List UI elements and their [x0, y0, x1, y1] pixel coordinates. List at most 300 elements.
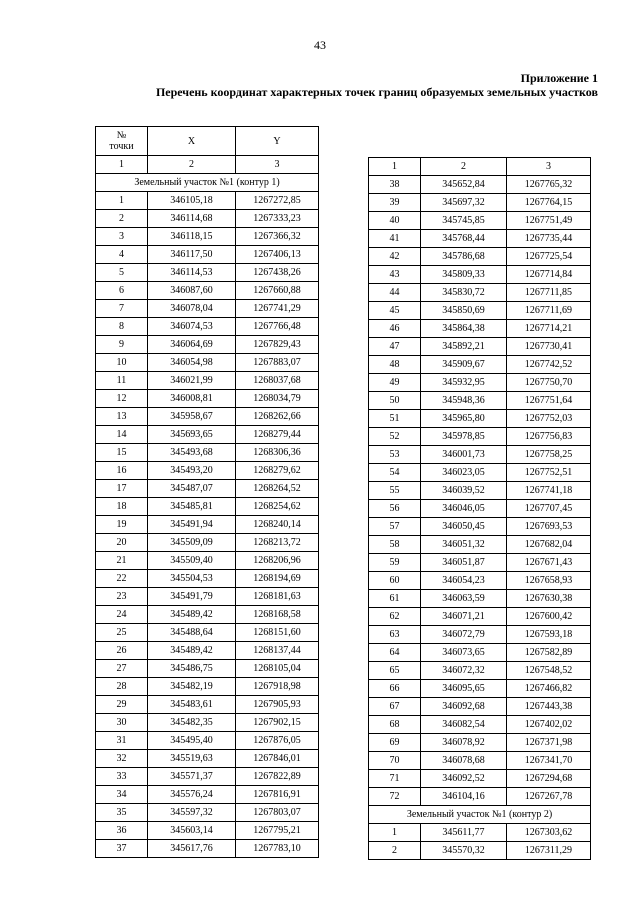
point-number-cell: 67 — [369, 698, 421, 716]
point-number-cell: 44 — [369, 284, 421, 302]
y-coordinate-cell: 1267406,13 — [236, 246, 319, 264]
table-row — [369, 356, 591, 374]
x-coordinate-cell: 345519,63 — [148, 750, 236, 768]
point-number-cell: 10 — [96, 354, 148, 372]
point-number-cell: 1 — [96, 192, 148, 210]
x-coordinate-cell: 346072,79 — [421, 626, 507, 644]
y-coordinate-cell: 1267816,91 — [236, 786, 319, 804]
section-label: Земельный участок №1 (контур 2) — [369, 806, 591, 824]
table-row — [369, 554, 591, 572]
y-coordinate-cell: 1267707,45 — [507, 500, 591, 518]
point-number-cell: 38 — [369, 176, 421, 194]
x-coordinate-cell: 346074,53 — [148, 318, 236, 336]
section-row-contour-2 — [369, 806, 591, 824]
header-point-number: № точки — [96, 127, 148, 156]
y-coordinate-cell: 1267582,89 — [507, 644, 591, 662]
y-coordinate-cell: 1268240,14 — [236, 516, 319, 534]
table-row — [369, 320, 591, 338]
x-coordinate-cell: 346051,87 — [421, 554, 507, 572]
y-coordinate-cell: 1268105,04 — [236, 660, 319, 678]
x-coordinate-cell: 345482,35 — [148, 714, 236, 732]
point-number-cell: 2 — [96, 210, 148, 228]
table-row — [96, 840, 319, 858]
table-row — [369, 500, 591, 518]
point-number-cell: 72 — [369, 788, 421, 806]
x-coordinate-cell: 345576,24 — [148, 786, 236, 804]
table-row — [96, 210, 319, 228]
y-coordinate-cell: 1268181,63 — [236, 588, 319, 606]
table-row — [369, 338, 591, 356]
point-number-cell: 9 — [96, 336, 148, 354]
table-row — [369, 608, 591, 626]
y-coordinate-cell: 1267693,53 — [507, 518, 591, 536]
y-coordinate-cell: 1267751,49 — [507, 212, 591, 230]
column-number: 2 — [148, 156, 236, 174]
y-coordinate-cell: 1267593,18 — [507, 626, 591, 644]
column-number: 3 — [507, 158, 591, 176]
header-x: X — [148, 127, 236, 156]
table-row — [96, 336, 319, 354]
x-coordinate-cell: 345491,79 — [148, 588, 236, 606]
point-number-cell: 5 — [96, 264, 148, 282]
table-row — [369, 446, 591, 464]
point-number-cell: 66 — [369, 680, 421, 698]
table-row — [96, 192, 319, 210]
point-number-cell: 18 — [96, 498, 148, 516]
table-row — [96, 264, 319, 282]
table-header-row — [96, 127, 319, 156]
y-coordinate-cell: 1267783,10 — [236, 840, 319, 858]
x-coordinate-cell: 345485,81 — [148, 498, 236, 516]
table-row — [96, 768, 319, 786]
point-number-cell: 32 — [96, 750, 148, 768]
x-coordinate-cell: 346054,23 — [421, 572, 507, 590]
table-row — [96, 300, 319, 318]
x-coordinate-cell: 345486,75 — [148, 660, 236, 678]
y-coordinate-cell: 1268213,72 — [236, 534, 319, 552]
table-row — [369, 428, 591, 446]
y-coordinate-cell: 1267752,51 — [507, 464, 591, 482]
table-row — [369, 752, 591, 770]
header-y: Y — [236, 127, 319, 156]
table-row — [96, 480, 319, 498]
x-coordinate-cell: 346021,99 — [148, 372, 236, 390]
x-coordinate-cell: 346082,54 — [421, 716, 507, 734]
y-coordinate-cell: 1267294,68 — [507, 770, 591, 788]
x-coordinate-cell: 346071,21 — [421, 608, 507, 626]
point-number-cell: 35 — [96, 804, 148, 822]
table-row — [96, 588, 319, 606]
y-coordinate-cell: 1267443,38 — [507, 698, 591, 716]
x-coordinate-cell: 346051,32 — [421, 536, 507, 554]
point-number-cell: 48 — [369, 356, 421, 374]
y-coordinate-cell: 1267766,48 — [236, 318, 319, 336]
x-coordinate-cell: 346114,68 — [148, 210, 236, 228]
y-coordinate-cell: 1267902,15 — [236, 714, 319, 732]
point-number-cell: 1 — [369, 824, 421, 842]
x-coordinate-cell: 345809,33 — [421, 266, 507, 284]
table-row — [369, 644, 591, 662]
section-row-contour-1 — [96, 174, 319, 192]
point-number-cell: 56 — [369, 500, 421, 518]
table-row — [96, 498, 319, 516]
point-number-cell: 54 — [369, 464, 421, 482]
table-row — [369, 680, 591, 698]
table-row — [96, 516, 319, 534]
column-number: 2 — [421, 158, 507, 176]
x-coordinate-cell: 345597,32 — [148, 804, 236, 822]
point-number-cell: 61 — [369, 590, 421, 608]
y-coordinate-cell: 1268151,60 — [236, 624, 319, 642]
table-row — [96, 786, 319, 804]
table-row — [369, 392, 591, 410]
y-coordinate-cell: 1267750,70 — [507, 374, 591, 392]
table-row — [369, 374, 591, 392]
x-coordinate-cell: 345493,20 — [148, 462, 236, 480]
y-coordinate-cell: 1267548,52 — [507, 662, 591, 680]
x-coordinate-cell: 346001,73 — [421, 446, 507, 464]
x-coordinate-cell: 345958,67 — [148, 408, 236, 426]
point-number-cell: 49 — [369, 374, 421, 392]
x-coordinate-cell: 345495,40 — [148, 732, 236, 750]
x-coordinate-cell: 345570,32 — [421, 842, 507, 860]
y-coordinate-cell: 1267658,93 — [507, 572, 591, 590]
table-row — [369, 302, 591, 320]
coordinates-table-right — [368, 157, 591, 860]
y-coordinate-cell: 1268137,44 — [236, 642, 319, 660]
table-row — [96, 372, 319, 390]
point-number-cell: 62 — [369, 608, 421, 626]
x-coordinate-cell: 346073,65 — [421, 644, 507, 662]
table-row — [96, 624, 319, 642]
point-number-cell: 51 — [369, 410, 421, 428]
y-coordinate-cell: 1267918,98 — [236, 678, 319, 696]
x-coordinate-cell: 345483,61 — [148, 696, 236, 714]
point-number-cell: 14 — [96, 426, 148, 444]
x-coordinate-cell: 345830,72 — [421, 284, 507, 302]
x-coordinate-cell: 345509,40 — [148, 552, 236, 570]
coordinates-table-left — [95, 126, 319, 858]
x-coordinate-cell: 346092,52 — [421, 770, 507, 788]
y-coordinate-cell: 1268262,66 — [236, 408, 319, 426]
table-row — [96, 606, 319, 624]
x-coordinate-cell: 346023,05 — [421, 464, 507, 482]
point-number-cell: 41 — [369, 230, 421, 248]
y-coordinate-cell: 1267764,15 — [507, 194, 591, 212]
appendix-label: Приложение 1 — [520, 71, 598, 85]
point-number-cell: 19 — [96, 516, 148, 534]
y-coordinate-cell: 1267752,03 — [507, 410, 591, 428]
y-coordinate-cell: 1267267,78 — [507, 788, 591, 806]
x-coordinate-cell: 346063,59 — [421, 590, 507, 608]
table-row — [96, 696, 319, 714]
table-row — [369, 518, 591, 536]
x-coordinate-cell: 345892,21 — [421, 338, 507, 356]
table-row — [96, 534, 319, 552]
x-coordinate-cell: 345864,38 — [421, 320, 507, 338]
point-number-cell: 60 — [369, 572, 421, 590]
x-coordinate-cell: 346039,52 — [421, 482, 507, 500]
point-number-cell: 68 — [369, 716, 421, 734]
point-number-cell: 29 — [96, 696, 148, 714]
x-coordinate-cell: 345491,94 — [148, 516, 236, 534]
table-row — [96, 390, 319, 408]
y-coordinate-cell: 1267630,38 — [507, 590, 591, 608]
table-row — [96, 804, 319, 822]
x-coordinate-cell: 345978,85 — [421, 428, 507, 446]
table-row — [369, 194, 591, 212]
x-coordinate-cell: 346078,92 — [421, 734, 507, 752]
y-coordinate-cell: 1267765,32 — [507, 176, 591, 194]
table-row — [96, 642, 319, 660]
point-number-cell: 20 — [96, 534, 148, 552]
column-number: 1 — [369, 158, 421, 176]
y-coordinate-cell: 1267883,07 — [236, 354, 319, 372]
x-coordinate-cell: 345509,09 — [148, 534, 236, 552]
y-coordinate-cell: 1268254,62 — [236, 498, 319, 516]
point-number-cell: 46 — [369, 320, 421, 338]
y-coordinate-cell: 1267905,93 — [236, 696, 319, 714]
point-number-cell: 71 — [369, 770, 421, 788]
x-coordinate-cell: 346054,98 — [148, 354, 236, 372]
point-number-cell: 25 — [96, 624, 148, 642]
section-label: Земельный участок №1 (контур 1) — [96, 174, 319, 192]
point-number-cell: 34 — [96, 786, 148, 804]
point-number-cell: 40 — [369, 212, 421, 230]
point-number-cell: 50 — [369, 392, 421, 410]
x-coordinate-cell: 345768,44 — [421, 230, 507, 248]
y-coordinate-cell: 1267735,44 — [507, 230, 591, 248]
table-row — [96, 660, 319, 678]
table-row — [369, 770, 591, 788]
table-row — [369, 482, 591, 500]
table-row — [369, 266, 591, 284]
x-coordinate-cell: 345489,42 — [148, 606, 236, 624]
table-row — [96, 282, 319, 300]
table-row — [96, 462, 319, 480]
x-coordinate-cell: 345489,42 — [148, 642, 236, 660]
x-coordinate-cell: 346105,18 — [148, 192, 236, 210]
table-row — [96, 750, 319, 768]
y-coordinate-cell: 1267402,02 — [507, 716, 591, 734]
y-coordinate-cell: 1267822,89 — [236, 768, 319, 786]
y-coordinate-cell: 1267846,01 — [236, 750, 319, 768]
table-row — [369, 572, 591, 590]
point-number-cell: 11 — [96, 372, 148, 390]
point-number-cell: 7 — [96, 300, 148, 318]
y-coordinate-cell: 1267303,62 — [507, 824, 591, 842]
x-coordinate-cell: 346078,68 — [421, 752, 507, 770]
point-number-cell: 45 — [369, 302, 421, 320]
point-number-cell: 15 — [96, 444, 148, 462]
point-number-cell: 3 — [96, 228, 148, 246]
table-row — [369, 734, 591, 752]
y-coordinate-cell: 1267742,52 — [507, 356, 591, 374]
column-number: 1 — [96, 156, 148, 174]
point-number-cell: 12 — [96, 390, 148, 408]
point-number-cell: 37 — [96, 840, 148, 858]
point-number-cell: 8 — [96, 318, 148, 336]
point-number-cell: 23 — [96, 588, 148, 606]
y-coordinate-cell: 1268034,79 — [236, 390, 319, 408]
table-row — [96, 444, 319, 462]
point-number-cell: 17 — [96, 480, 148, 498]
point-number-cell: 65 — [369, 662, 421, 680]
point-number-cell: 36 — [96, 822, 148, 840]
table-row — [96, 426, 319, 444]
point-number-cell: 39 — [369, 194, 421, 212]
x-coordinate-cell: 345487,07 — [148, 480, 236, 498]
y-coordinate-cell: 1267714,84 — [507, 266, 591, 284]
x-coordinate-cell: 345603,14 — [148, 822, 236, 840]
y-coordinate-cell: 1267751,64 — [507, 392, 591, 410]
table-row — [369, 212, 591, 230]
table-row — [96, 246, 319, 264]
table-row — [96, 714, 319, 732]
table-row — [369, 842, 591, 860]
point-number-cell: 21 — [96, 552, 148, 570]
y-coordinate-cell: 1267660,88 — [236, 282, 319, 300]
x-coordinate-cell: 345697,32 — [421, 194, 507, 212]
table-row — [369, 248, 591, 266]
y-coordinate-cell: 1267725,54 — [507, 248, 591, 266]
x-coordinate-cell: 345652,84 — [421, 176, 507, 194]
x-coordinate-cell: 346072,32 — [421, 662, 507, 680]
point-number-cell: 47 — [369, 338, 421, 356]
table-row — [369, 536, 591, 554]
x-coordinate-cell: 346117,50 — [148, 246, 236, 264]
y-coordinate-cell: 1267466,82 — [507, 680, 591, 698]
y-coordinate-cell: 1268264,52 — [236, 480, 319, 498]
table-row — [96, 354, 319, 372]
column-numbers-row — [369, 158, 591, 176]
y-coordinate-cell: 1267371,98 — [507, 734, 591, 752]
table-row — [96, 552, 319, 570]
table-row — [369, 698, 591, 716]
y-coordinate-cell: 1267366,32 — [236, 228, 319, 246]
point-number-cell: 52 — [369, 428, 421, 446]
point-number-cell: 42 — [369, 248, 421, 266]
x-coordinate-cell: 345965,80 — [421, 410, 507, 428]
table-row — [369, 788, 591, 806]
y-coordinate-cell: 1268037,68 — [236, 372, 319, 390]
table-row — [369, 230, 591, 248]
y-coordinate-cell: 1267272,85 — [236, 192, 319, 210]
x-coordinate-cell: 345482,19 — [148, 678, 236, 696]
x-coordinate-cell: 346114,53 — [148, 264, 236, 282]
x-coordinate-cell: 346064,69 — [148, 336, 236, 354]
x-coordinate-cell: 346092,68 — [421, 698, 507, 716]
y-coordinate-cell: 1267758,25 — [507, 446, 591, 464]
table-row — [96, 822, 319, 840]
table-row — [369, 410, 591, 428]
point-number-cell: 43 — [369, 266, 421, 284]
point-number-cell: 70 — [369, 752, 421, 770]
table-row — [369, 626, 591, 644]
point-number-cell: 64 — [369, 644, 421, 662]
y-coordinate-cell: 1268279,44 — [236, 426, 319, 444]
table-row — [369, 662, 591, 680]
x-coordinate-cell: 345617,76 — [148, 840, 236, 858]
x-coordinate-cell: 346087,60 — [148, 282, 236, 300]
y-coordinate-cell: 1267711,85 — [507, 284, 591, 302]
point-number-cell: 2 — [369, 842, 421, 860]
document-title: Перечень координат характерных точек границ образуемых земельных участков — [155, 85, 598, 99]
y-coordinate-cell: 1267311,29 — [507, 842, 591, 860]
x-coordinate-cell: 346104,16 — [421, 788, 507, 806]
point-number-cell: 33 — [96, 768, 148, 786]
y-coordinate-cell: 1268206,96 — [236, 552, 319, 570]
y-coordinate-cell: 1267803,07 — [236, 804, 319, 822]
table-row — [96, 570, 319, 588]
point-number-cell: 59 — [369, 554, 421, 572]
table-row — [96, 318, 319, 336]
y-coordinate-cell: 1268279,62 — [236, 462, 319, 480]
table-row — [96, 732, 319, 750]
x-coordinate-cell: 345909,67 — [421, 356, 507, 374]
y-coordinate-cell: 1268194,69 — [236, 570, 319, 588]
x-coordinate-cell: 345693,65 — [148, 426, 236, 444]
point-number-cell: 63 — [369, 626, 421, 644]
y-coordinate-cell: 1267741,18 — [507, 482, 591, 500]
y-coordinate-cell: 1267341,70 — [507, 752, 591, 770]
y-coordinate-cell: 1267741,29 — [236, 300, 319, 318]
y-coordinate-cell: 1267438,26 — [236, 264, 319, 282]
table-row — [96, 678, 319, 696]
point-number-cell: 55 — [369, 482, 421, 500]
y-coordinate-cell: 1268306,36 — [236, 444, 319, 462]
x-coordinate-cell: 345948,36 — [421, 392, 507, 410]
point-number-cell: 27 — [96, 660, 148, 678]
x-coordinate-cell: 345488,64 — [148, 624, 236, 642]
y-coordinate-cell: 1267682,04 — [507, 536, 591, 554]
table-row — [369, 464, 591, 482]
x-coordinate-cell: 346050,45 — [421, 518, 507, 536]
point-number-cell: 53 — [369, 446, 421, 464]
y-coordinate-cell: 1267876,05 — [236, 732, 319, 750]
point-number-cell: 6 — [96, 282, 148, 300]
y-coordinate-cell: 1267671,43 — [507, 554, 591, 572]
y-coordinate-cell: 1267730,41 — [507, 338, 591, 356]
y-coordinate-cell: 1267600,42 — [507, 608, 591, 626]
point-number-cell: 31 — [96, 732, 148, 750]
column-number: 3 — [236, 156, 319, 174]
y-coordinate-cell: 1267795,21 — [236, 822, 319, 840]
x-coordinate-cell: 345932,95 — [421, 374, 507, 392]
column-numbers-row — [96, 156, 319, 174]
y-coordinate-cell: 1268168,58 — [236, 606, 319, 624]
table-row — [369, 590, 591, 608]
x-coordinate-cell: 345571,37 — [148, 768, 236, 786]
x-coordinate-cell: 345850,69 — [421, 302, 507, 320]
x-coordinate-cell: 346095,65 — [421, 680, 507, 698]
table-row — [96, 228, 319, 246]
table-row — [369, 284, 591, 302]
y-coordinate-cell: 1267333,23 — [236, 210, 319, 228]
point-number-cell: 30 — [96, 714, 148, 732]
x-coordinate-cell: 346078,04 — [148, 300, 236, 318]
point-number-cell: 13 — [96, 408, 148, 426]
point-number-cell: 69 — [369, 734, 421, 752]
y-coordinate-cell: 1267829,43 — [236, 336, 319, 354]
y-coordinate-cell: 1267756,83 — [507, 428, 591, 446]
x-coordinate-cell: 345493,68 — [148, 444, 236, 462]
x-coordinate-cell: 345745,85 — [421, 212, 507, 230]
point-number-cell: 28 — [96, 678, 148, 696]
point-number-cell: 58 — [369, 536, 421, 554]
x-coordinate-cell: 345504,53 — [148, 570, 236, 588]
point-number-cell: 16 — [96, 462, 148, 480]
